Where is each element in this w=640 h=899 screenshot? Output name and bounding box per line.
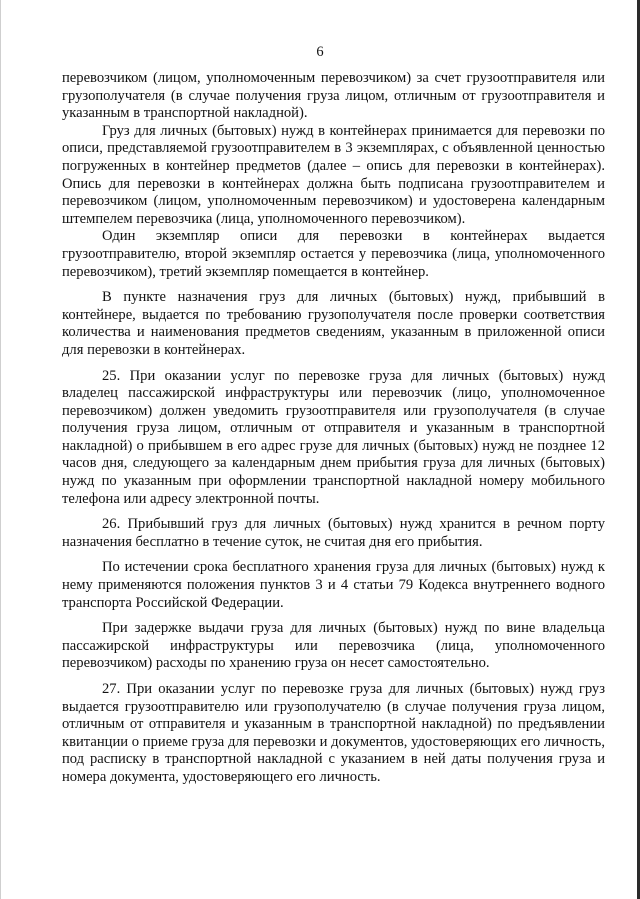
- paragraph-storage-expiry: По истечении срока бесплатного хранения груза для личных (бытовых) нужд к нему применяются положения пунктов 3 и 4 статьи 79 Кодекса внутреннего водного транспорта Российской Федерации.: [62, 559, 605, 611]
- page-number: 6: [316, 44, 324, 60]
- paragraph-item-25: 25. При оказании услуг по перевозке груза для личных (бытовых) нужд владелец пассажирской инфраструктуры или перевозчик (лицо, уполномоченное перевозчиком) должен уведомить грузоотправителя или грузополучателя (в случае получения груза лицом, отличным от отправителя и указанным в транспортной накладной) о прибывшем в его адрес грузе для личных (бытовых) нужд не позднее 12 часов дня, следующего за календарным днем прибытия груза для личных (бытовых) нужд по указанным при оформлении транспортной накладной номеру мобильного телефона или адресу электронной почты.: [62, 367, 605, 507]
- paragraph-item-26: 26. Прибывший груз для личных (бытовых) нужд хранится в речном порту назначения бесплатно в течение суток, не считая дня его прибытия.: [62, 516, 605, 550]
- scan-edge-left: [0, 0, 1, 899]
- paragraph-item-27: 27. При оказании услуг по перевозке груза для личных (бытовых) нужд груз выдается грузоотправителю или грузополучателю (в случае получения груза лицом, отличным от отправителя и указанным в транспортной накладной) по предъявлении квитанции о приеме груза для перевозки и документов, удостоверяющих его личность, под расписку в транспортной накладной с указанием в ней даты получения груза и номера документа, удостоверяющего его личность.: [62, 681, 605, 785]
- paragraph-inventory-copies: Один экземпляр описи для перевозки в контейнерах выдается грузоотправителю, второй экземпляр остается у перевозчика (лица, уполномоченного перевозчиком), третий экземпляр помещается в контейнер.: [62, 228, 605, 280]
- paragraph-container-inventory: Груз для личных (бытовых) нужд в контейнерах принимается для перевозки по описи, представляемой грузоотправителем в 3 экземплярах, с объявленной ценностью погруженных в контейнер предметов (далее – опись для перевозки в контейнерах). Опись для перевозки в контейнерах должна быть подписана грузоотправителем и перевозчиком (лицом, уполномоченным перевозчиком) и удостоверена календарным штемпелем перевозчика (лица, уполномоченного перевозчиком).: [62, 122, 605, 227]
- paragraph-destination-delivery: В пункте назначения груз для личных (бытовых) нужд, прибывший в контейнере, выдается по требованию грузополучателя после проверки соответствия количества и наименования предметов сведениям, указанным в приложенной описи для перевозки в контейнерах.: [62, 289, 605, 358]
- paragraph-continuation: перевозчиком (лицом, уполномоченным перевозчиком) за счет грузоотправителя или грузополучателя (в случае получения груза лицом, отличным от грузоотправителя и указанным в транспортной накладной).: [62, 70, 605, 122]
- paragraph-delay: При задержке выдачи груза для личных (бытовых) нужд по вине владельца пассажирской инфраструктуры или перевозчика (лица, уполномоченного перевозчиком) расходы по хранению груза он несет самостоятельно.: [62, 620, 605, 672]
- document-body: [62, 70, 605, 787]
